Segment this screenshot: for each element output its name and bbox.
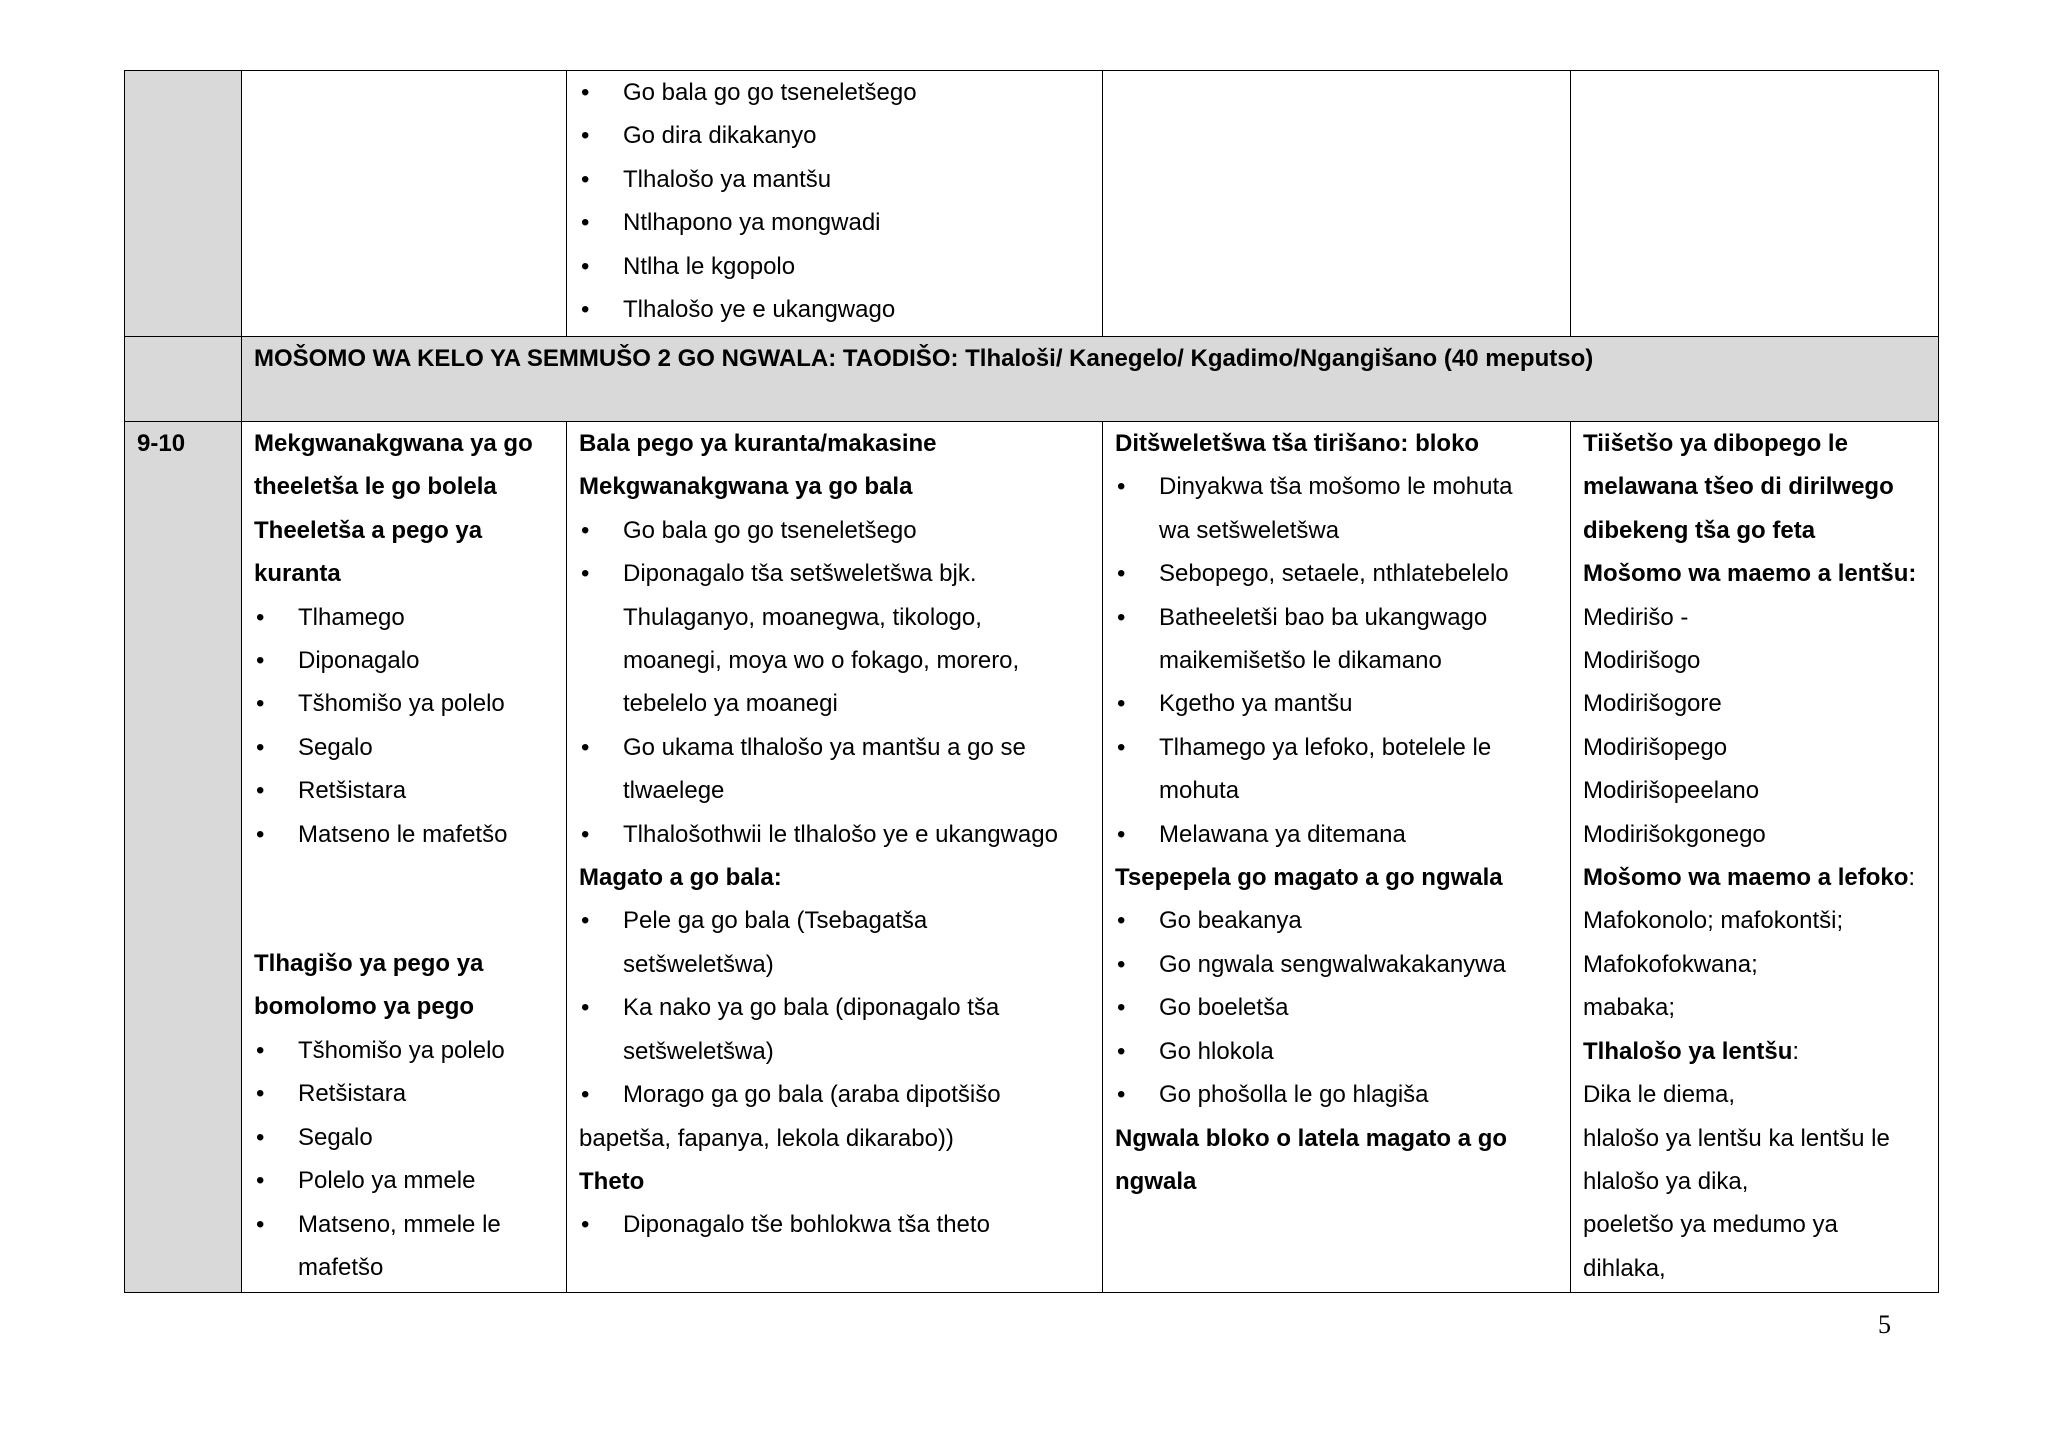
list-item: • Morago ga go bala (araba dipotšišo	[579, 1073, 1090, 1116]
reading-cell	[567, 422, 1103, 1293]
list-item: • Diponagalo	[254, 639, 554, 682]
list-item	[1115, 596, 1558, 683]
list-item	[254, 1203, 554, 1290]
heading-suffix: :	[1792, 1037, 1800, 1065]
line: Medirišo -	[1583, 603, 1689, 631]
list-item: • Tšhomišo ya polelo	[254, 682, 554, 725]
heading: Magato a go bala:	[579, 864, 782, 892]
heading-suffix: :	[1908, 864, 1916, 892]
col4-empty-cell	[1103, 71, 1571, 337]
list-item: • Go ngwala sengwalwakakanywa	[1115, 943, 1558, 986]
lesson-plan-table	[124, 70, 1939, 1293]
heading: melawana tšeo di dirilwego	[1583, 473, 1894, 501]
reading-stage-items	[579, 899, 1090, 1116]
line: dihlaka,	[1583, 1254, 1666, 1282]
list-item: • Go phošolla le go hlagiša	[1115, 1073, 1558, 1116]
col3-reading-cell	[567, 71, 1103, 337]
list-item	[1115, 726, 1558, 813]
heading: Mekgwanakgwana ya go	[254, 430, 533, 457]
line: poeletšo ya medumo ya	[1583, 1211, 1838, 1239]
line: Dika le diema,	[1583, 1081, 1736, 1109]
line: Thulaganyo, moanegwa, tikologo,	[623, 603, 982, 631]
list-item	[579, 986, 1090, 1073]
heading: Bala pego ya kuranta/makasine	[579, 430, 937, 457]
line: wa setšweletšwa	[1159, 516, 1340, 544]
list-item: • Tšhomišo ya polelo	[254, 1029, 554, 1072]
heading: Mošomo wa maemo a lentšu:	[1583, 560, 1917, 588]
listening-speaking-cell	[242, 422, 567, 1293]
heading: Ditšweletšwa tša tirišano: bloko	[1115, 430, 1480, 457]
list-item: • Go beakanya	[1115, 899, 1558, 942]
heading-line	[1583, 856, 1926, 899]
listening-items	[254, 596, 554, 856]
line: • Tlhamego ya lefoko, botelele le	[1159, 733, 1492, 761]
line: • Pele ga go bala (Tsebagatša	[623, 907, 928, 935]
line: hlalošo ya lentšu ka lentšu le	[1583, 1124, 1890, 1152]
week-cell-empty	[125, 71, 242, 337]
section-heading-row	[125, 337, 1939, 422]
line: Modirišopego	[1583, 733, 1728, 761]
list-item	[579, 899, 1090, 986]
line: mabaka;	[1583, 994, 1676, 1022]
list-item: • Tlhalošo ya mantšu	[579, 158, 1090, 201]
page-number: 5	[1878, 1310, 1891, 1339]
language-cell	[1571, 422, 1939, 1293]
line: • Dinyakwa tša mošomo le mohuta	[1159, 473, 1513, 501]
writing-cell	[1103, 422, 1571, 1293]
list-item: • Retšistara	[254, 1072, 554, 1115]
heading: dibekeng tša go feta	[1583, 516, 1816, 544]
line: bapetša, fapanya, lekola dikarabo))	[579, 1124, 954, 1152]
heading: Theeletša a pego ya	[254, 516, 483, 544]
week-row	[125, 422, 1939, 1293]
col2-empty-cell	[242, 71, 567, 337]
poetry-items	[579, 1203, 1090, 1246]
heading: Mekgwanakgwana ya go bala	[579, 473, 913, 501]
line: mohuta	[1159, 777, 1240, 805]
list-item: • Kgetho ya mantšu	[1115, 682, 1558, 725]
heading: bomolomo ya pego	[254, 993, 475, 1021]
reading-skills-list	[579, 71, 1090, 331]
list-item	[1115, 465, 1558, 552]
line: • Go ukama tlhalošo ya mantšu a go se	[623, 733, 1026, 761]
line: setšweletšwa)	[623, 950, 774, 978]
week-cell-empty	[125, 337, 242, 422]
reading-strategy-items	[579, 509, 1090, 856]
list-item: • Polelo ya mmele	[254, 1159, 554, 1202]
line: Modirišopeelano	[1583, 777, 1760, 805]
list-item: • Melawana ya ditemana	[1115, 813, 1558, 856]
list-item: • Diponagalo tše bohlokwa tša theto	[579, 1203, 1090, 1246]
list-item: • Go boeletša	[1115, 986, 1558, 1029]
line: hlalošo ya dika,	[1583, 1167, 1749, 1195]
line: • Matseno, mmele le	[298, 1210, 501, 1238]
line: mafetšo	[298, 1253, 384, 1281]
list-item: • Tlhamego	[254, 596, 554, 639]
heading: Tlhalošo ya lentšu	[1583, 1037, 1793, 1065]
line: Modirišokgonego	[1583, 820, 1766, 848]
line: Mafokofokwana;	[1583, 950, 1758, 978]
list-item: • Segalo	[254, 726, 554, 769]
writing-items	[1115, 465, 1558, 856]
heading: Theto	[579, 1167, 645, 1195]
line: moanegi, moya wo o fokago, morero,	[623, 647, 1020, 675]
heading: ngwala	[1115, 1167, 1197, 1195]
heading: Ngwala bloko o latela magato a go	[1115, 1124, 1508, 1152]
list-item: • Go bala go go tseneletšego	[579, 509, 1090, 552]
col5-empty-cell	[1571, 71, 1939, 337]
list-item	[579, 552, 1090, 726]
line: • Diponagalo tša setšweletšwa bjk.	[623, 560, 977, 588]
list-item: • Retšistara	[254, 769, 554, 812]
section-heading: MOŠOMO WA KELO YA SEMMUŠO 2 GO NGWALA: TAODIŠO: Tlhaloši/ Kanegelo/ Kgadimo/Ngangišano (40 meputso)	[242, 337, 1939, 422]
week-label: 9-10	[125, 422, 242, 1293]
line: Modirišogo	[1583, 647, 1701, 675]
heading: Tlhagišo ya pego ya	[254, 950, 484, 978]
line: Modirišogore	[1583, 690, 1722, 718]
heading: theeletša le go bolela	[254, 473, 497, 501]
list-item: • Matseno le mafetšo	[254, 813, 554, 856]
heading-line	[1583, 1030, 1926, 1073]
list-item	[579, 726, 1090, 813]
list-item: • Go hlokola	[1115, 1030, 1558, 1073]
line: Mafokonolo; mafokontši;	[1583, 907, 1844, 935]
list-item: • Tlhalošothwii le tlhalošo ye e ukangwago	[579, 813, 1090, 856]
heading: Tiišetšo ya dibopego le	[1583, 430, 1848, 457]
list-item: • Tlhalošo ye e ukangwago	[579, 288, 1090, 331]
presentation-items	[254, 1029, 554, 1289]
heading: Tsepepela go magato a go ngwala	[1115, 864, 1503, 892]
line: tlwaelege	[623, 777, 725, 805]
heading: Mošomo wa maemo a lefoko	[1583, 864, 1909, 892]
line: • Ka nako ya go bala (diponagalo tša	[623, 994, 1000, 1022]
line: setšweletšwa)	[623, 1037, 774, 1065]
line: maikemišetšo le dikamano	[1159, 647, 1442, 675]
list-item: • Ntlha le kgopolo	[579, 245, 1090, 288]
line: • Batheeletši bao ba ukangwago	[1159, 603, 1488, 631]
list-item: • Segalo	[254, 1116, 554, 1159]
heading: kuranta	[254, 560, 341, 588]
continuation-row	[125, 71, 1939, 337]
list-item: • Sebopego, setaele, nthlatebelelo	[1115, 552, 1558, 595]
line: tebelelo ya moanegi	[623, 690, 838, 718]
list-item: • Ntlhapono ya mongwadi	[579, 201, 1090, 244]
list-item: • Go bala go go tseneletšego	[579, 71, 1090, 114]
writing-process-items	[1115, 899, 1558, 1116]
list-item: • Go dira dikakanyo	[579, 114, 1090, 157]
